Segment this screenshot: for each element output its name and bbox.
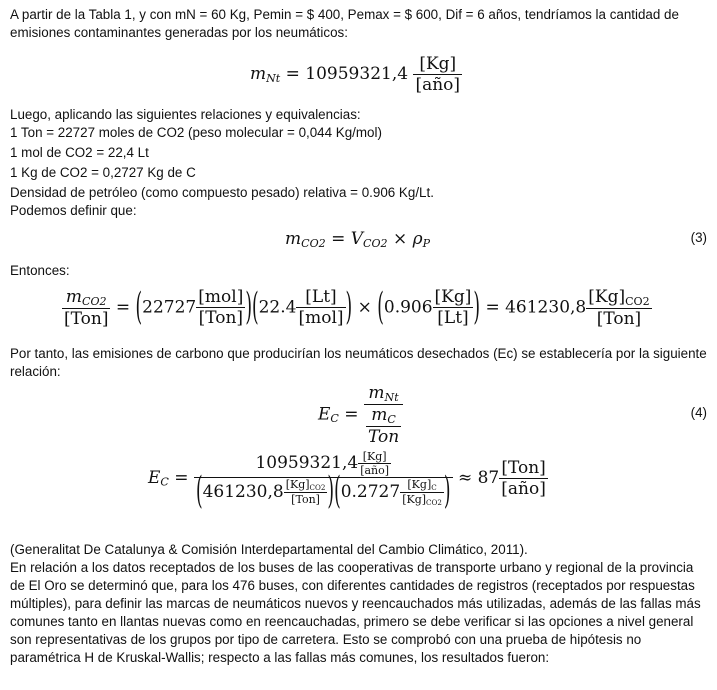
citation: (Generalitat De Catalunya & Comisión Interdepartamental del Cambio Climático, 2011). [10,542,528,557]
intro-paragraph: A partir de la Tabla 1, y con mN = 60 Kg, Pemin = $ 400, Pemax = $ 600, Dif = 6 años, tendríamos la cantidad de emisiones contaminantes generadas por los neumáticos: [10,7,679,40]
equation-emissions-total: $m_{Nt} = 10959321,4$ $\frac{[Kg]}{\text{[año]}}$ [250,54,461,95]
equation-carbon-emissions: $E_C$ = $\frac{m_{Nt}}{\frac{m_C}{\text{Ton}}}$ [318,383,403,447]
final-paragraph: En relación a los datos receptados de los buses de las cooperativas de transporte urbano y regional de la provincia de El Oro se determinó que, para los 476 buses, con diferentes cantidades de registros (receptados por respuestas múltiples), para definir las marcas de neumáticos nuevos y reencauchados más utilizadas, además de las fallas más comunes tanto en llantas nuevas como en reencauchadas, primero se debe verificar si las opciones a nivel general son representativas de los grupos por tipo de carretera. Esto se comprobó con una prueba de hipótesis no paramétrica H de Kruskal-Wallis; respecto a las fallas más comunes, los resultados fueron: [10,560,701,665]
equation-co2-conversion: $\frac{m_{CO2}}{\text{[Ton]}}$ = (22727 $\frac{\text{[mol]}}{\text{[Ton]}}$ )(22.4 $\frac{[Lt]}{\text{[mol]}}$ ) × (0.906 $\frac{[Kg]}{[Lt]}$ ) = 461230,8 $\frac{[Kg]_{CO2}}{\text{[Ton]}}$ [64,285,650,330]
relation-item: Densidad de petróleo (como compuesto pesado) relativa = 0.906 Kg/Lt. [10,185,434,200]
define-text: Podemos definir que: [10,203,137,218]
therefore-paragraph: Por tanto, las emisiones de carbono que producirían los neumáticos desechados (Ec) se establecería por la siguiente relación: [10,346,707,379]
relations-intro: Luego, aplicando las siguientes relaciones y equivalencias: [10,107,361,122]
relation-item: 1 Kg de CO2 = 0,2727 Kg de C [10,165,196,180]
equation-number-4: (4) [690,405,707,420]
relation-item: 1 Ton = 22727 moles de CO2 (peso molecular = 0,044 Kg/mol) [10,125,382,140]
equation-co2-mass: $m_{CO2} = V_{CO2} \times \rho_P$ [285,229,431,250]
relation-item: 1 mol de CO2 = 22,4 Lt [10,145,149,160]
then-text: Entonces: [10,263,70,278]
equation-number-3: (3) [690,230,707,245]
equation-carbon-result: $E_C$ = 10959321,4 $\frac{[Kg]}{\text{[año]}}$ (461230,8 $\frac{[Kg]_{CO2}}{\text{[Ton]}}$ )(0.2727 $\frac{[Kg]_C}{[Kg]_{CO2}}$ ) ≈ 87 $\frac{\text{[Ton]}}{\text{[año]}}$ [148,450,546,515]
